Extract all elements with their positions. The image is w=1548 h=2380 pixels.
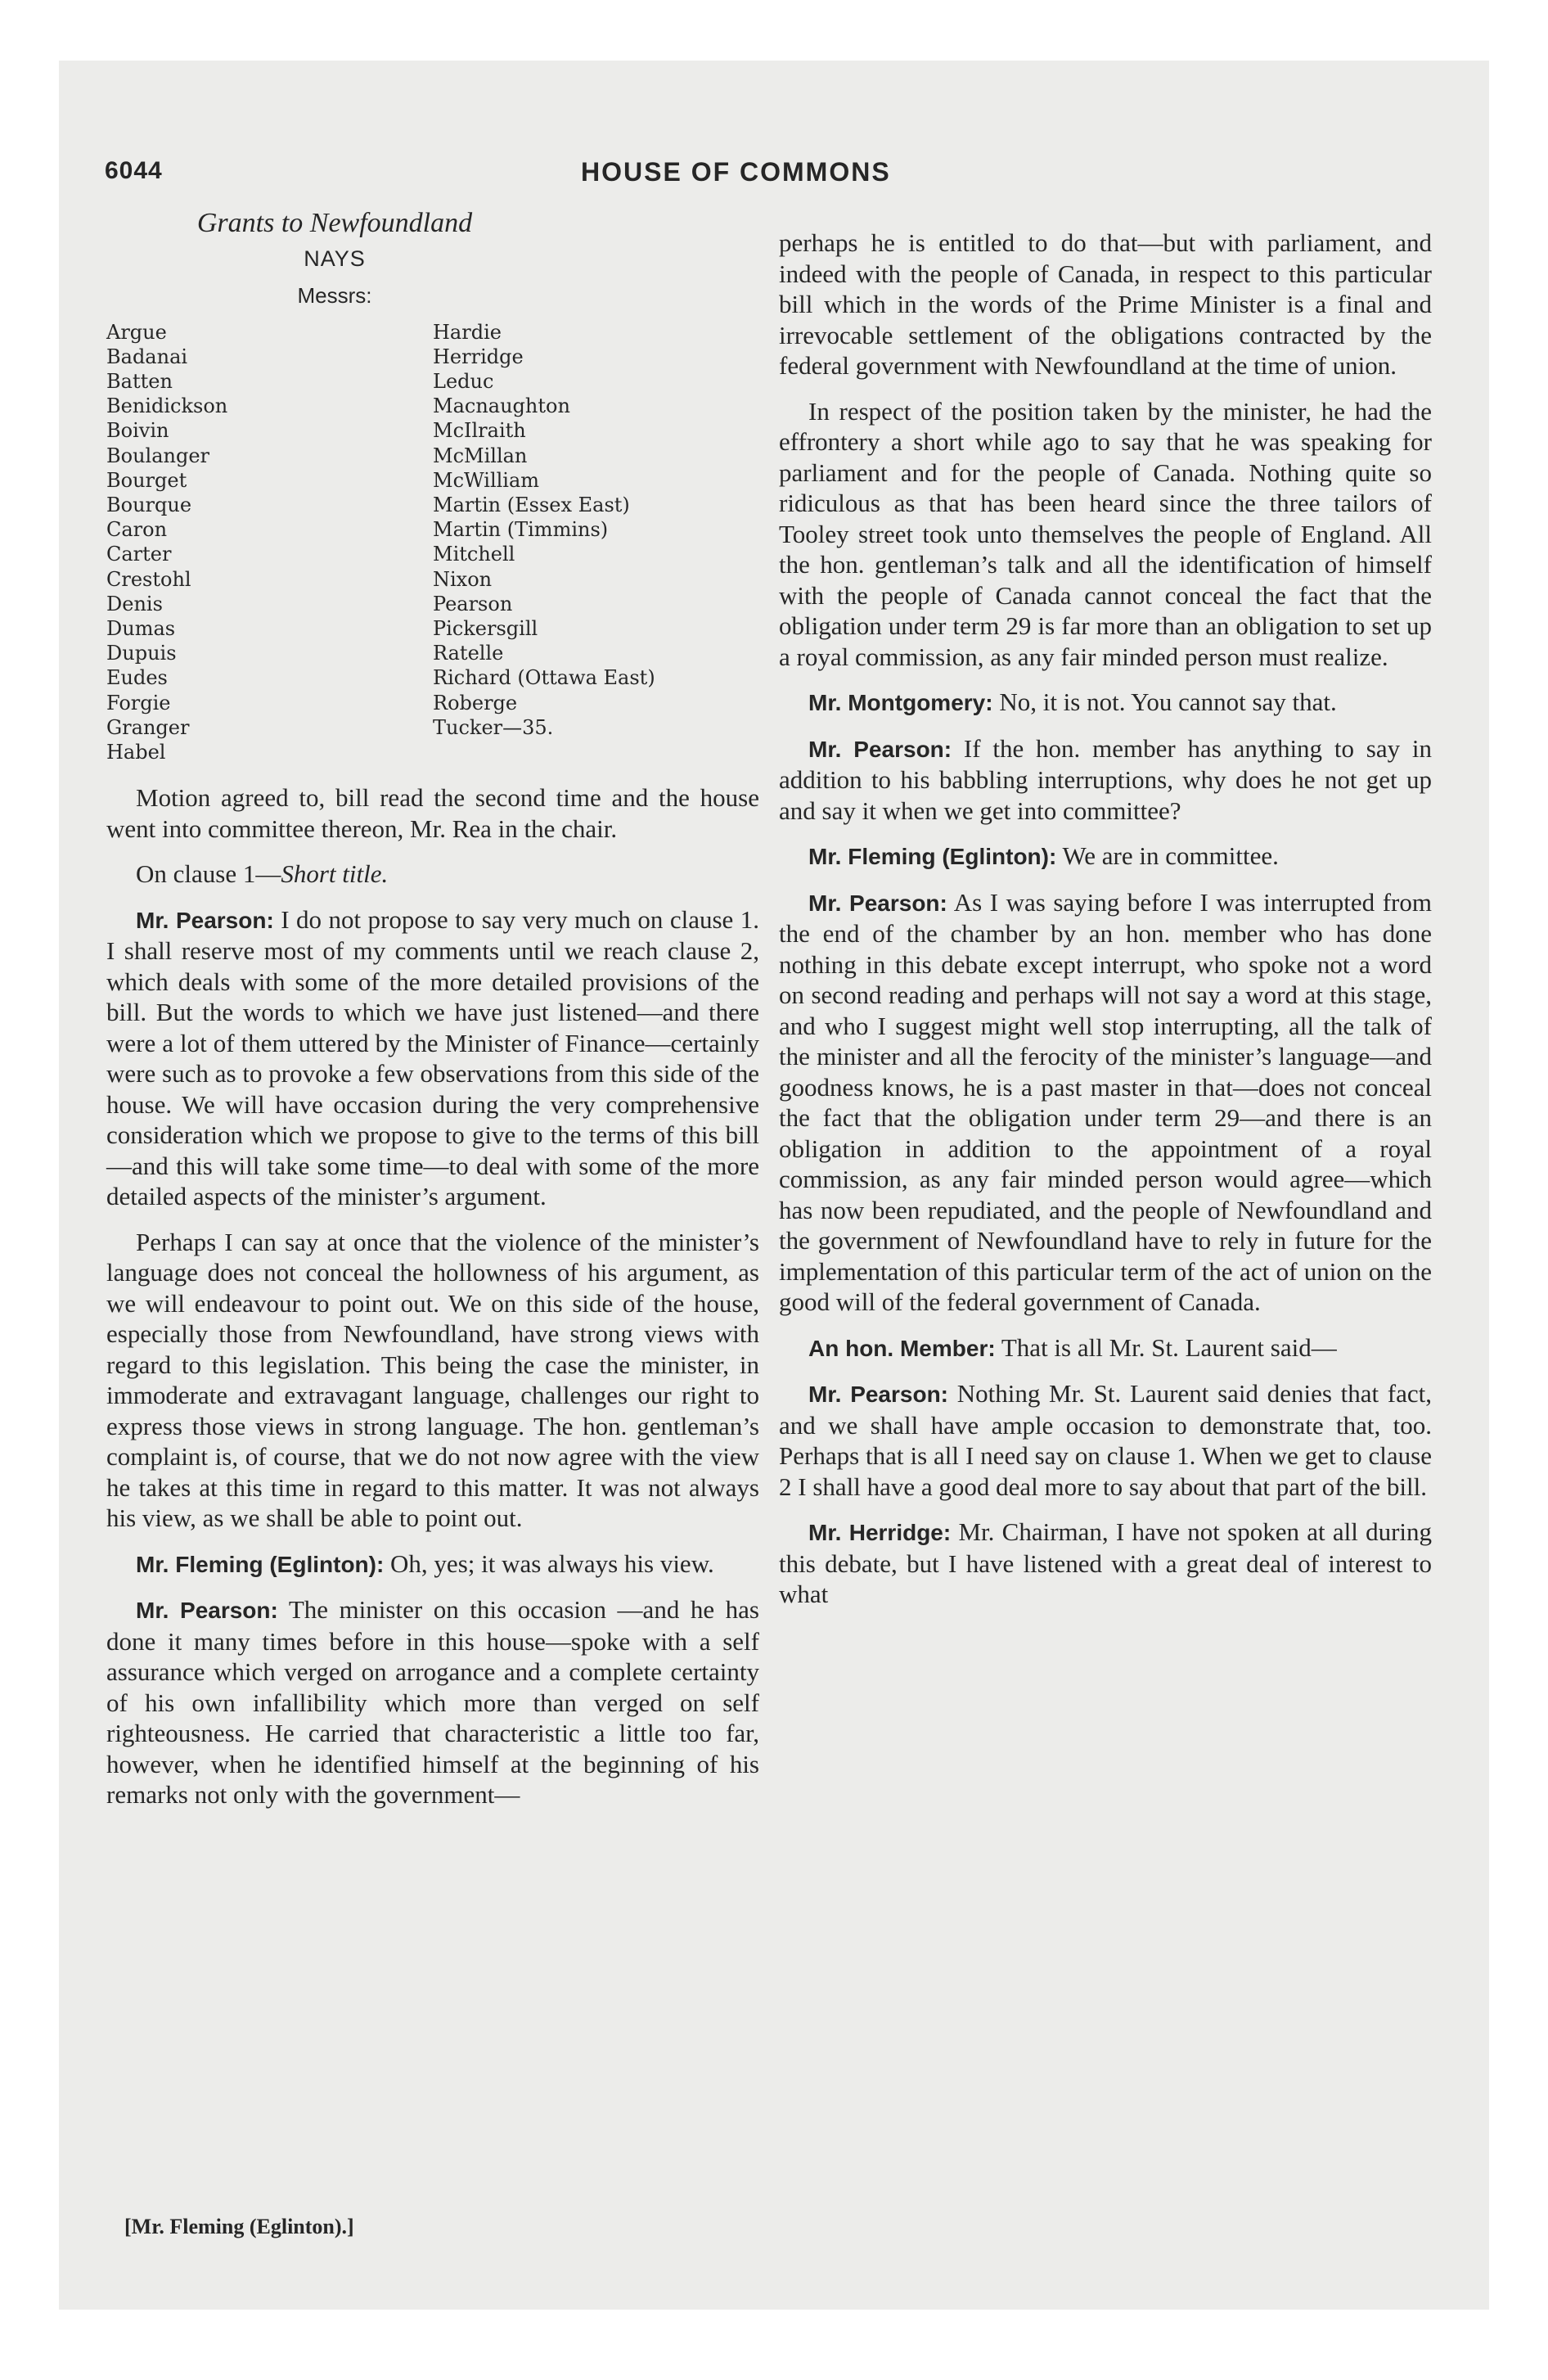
member-name: Tucker—35. [433, 715, 554, 739]
speech-text: That is all Mr. St. Laurent said— [1001, 1332, 1337, 1362]
member-name: Pickersgill [433, 616, 538, 640]
member-name: Pearson [433, 592, 513, 615]
speech-text: Oh, yes; it was always his view. [390, 1548, 714, 1578]
speech-paragraph [106, 1594, 759, 1810]
member-name: Benidickson [106, 394, 228, 418]
member-name: Hardie [433, 320, 502, 344]
page-number: 6044 [105, 157, 163, 184]
member-name: Nixon [433, 567, 493, 591]
member-name: Macnaughton [433, 394, 570, 418]
speech-text: Nothing Mr. St. Laurent said denies that fact, and we shall have ample occasion to demonstrate that, too. Perhaps that is all I need say on clause 1. When we get to clause 2 I shall have a good deal more to say about that part of the bill. [779, 1379, 1432, 1501]
member-name: Bourque [106, 493, 192, 516]
speech-paragraph [779, 1517, 1432, 1610]
speech-paragraph [106, 1548, 759, 1580]
section-title: Grants to Newfoundland [196, 208, 473, 238]
speech-text: As I was saying before I was interrupted from the end of the chamber by an hon. member who has done nothing in this debate except interrupt, who spoke not a word on second reading and perhaps will not say a word at this stage, and who I suggest might well stop interrupting, all the talk of the minister and all the ferocity of the minister’s language—and goodness knows, he is a past master in that—does not conceal the fact that the obligation under term 29—and there is an obligation in addition to the appointment of a royal commission, as any fair minded person would agree—which has now been repudiated, and the people of Newfoundland and the government of Newfoundland have to rely in future for the implementation of this particular term of the act of union on the good will of the federal government of Canada. [779, 887, 1432, 1316]
member-name: Granger [106, 715, 190, 739]
member-name: McMillan [433, 444, 528, 467]
page-header-title: HOUSE OF COMMONS [581, 157, 891, 187]
member-name: Dumas [106, 616, 176, 640]
speaker-name: Mr. Fleming (Eglinton): [808, 844, 1057, 869]
member-name: Martin (Timmins) [433, 518, 609, 542]
speech-text: I do not propose to say very much on clause 1. I shall reserve most of my comments until we reach clause 2, which deals with some of the more detailed provisions of the bill. But the words to which we have just listened—and there were a lot of them uttered by the Minister of Finance—certainly were such as to provoke a few observations from this side of the house. We will have occasion during the very comprehensive consideration which we propose to give to the terms of this bill—and this will take some time—to deal with some of the more detailed aspects of the minister’s argument. [106, 904, 759, 1211]
clause-lead: On clause 1— [136, 859, 281, 889]
speech-text: Mr. Chairman, I have not spoken at all during this debate, but I have listened with a great deal of interest to what [779, 1517, 1433, 1608]
member-name: Caron [106, 518, 168, 542]
member-name: Leduc [433, 369, 494, 393]
member-name: Habel [106, 740, 166, 764]
speech-paragraph [106, 904, 759, 1212]
speaker-name: Mr. Pearson: [808, 890, 947, 916]
member-name: Carter [106, 543, 172, 566]
speech-paragraph [779, 1332, 1432, 1364]
member-name: Batten [106, 369, 173, 393]
speaker-name: Mr. Montgomery: [808, 690, 993, 715]
member-name: McWilliam [433, 468, 540, 492]
speech-text: The minister on this occasion —and he has done it many times before in this house—spoke with a self assurance which verged on arrogance and a complete certainty of his own infallibility which more than verged on self righteousness. He carried that characteristic a little too far, however, when he identified himself at the beginning of his remarks not only with the government— [106, 1595, 759, 1810]
member-name: Mitchell [433, 543, 515, 566]
speech-text: We are in committee. [1062, 841, 1279, 870]
member-name: Eudes [106, 666, 168, 690]
speech-text: If the hon. member has anything to say in addition to his babbling interruptions, why does he not get up and say it when we get into committee? [779, 733, 1433, 825]
speech-text: No, it is not. You cannot say that. [999, 687, 1337, 716]
speaker-attribution-footer: [Mr. Fleming (Eglinton).] [124, 2215, 354, 2238]
names-column-1 [106, 320, 433, 765]
member-name: Martin (Essex East) [433, 493, 630, 516]
member-name: Boivin [106, 419, 169, 443]
speech-paragraph [779, 1378, 1432, 1502]
speaker-name: Mr. Pearson: [136, 1598, 278, 1624]
speaker-name: An hon. Member: [808, 1335, 996, 1361]
clause-heading [106, 859, 759, 890]
right-column [779, 228, 1432, 1625]
member-name: Roberge [433, 691, 518, 714]
speaker-name: Mr. Pearson: [808, 1382, 949, 1407]
division-name-list [106, 320, 759, 765]
member-name: Badanai [106, 345, 188, 368]
member-name: Crestohl [106, 567, 191, 591]
motion-paragraph: Motion agreed to, bill read the second time and the house went into committee thereon, Mr. Rea in the chair. [106, 783, 759, 843]
speech-paragraph: In respect of the position taken by the minister, he had the effrontery a short while ago to say that he was speaking for parliament and for the people of Canada. Nothing quite so ridiculous as that has been heard since the three tailors of Tooley street took unto themselves the people of England. All the hon. gentleman’s talk and all the identification of himself with the people of Canada cannot conceal the fact that the obligation under term 29 is far more than an obligation to set up a royal commission, as any fair minded person must realize. [779, 396, 1432, 671]
speaker-name: Mr. Pearson: [136, 907, 274, 933]
division-heading: NAYS [304, 246, 366, 271]
member-name: Denis [106, 592, 163, 615]
speech-paragraph [779, 733, 1432, 827]
member-name: McIlraith [433, 419, 526, 443]
speech-paragraph [779, 687, 1432, 719]
messrs-label: Messrs: [297, 283, 372, 308]
left-column [106, 208, 759, 1825]
member-name: Dupuis [106, 642, 177, 665]
member-name: Boulanger [106, 444, 210, 467]
speaker-name: Mr. Pearson: [808, 736, 952, 762]
speaker-name: Mr. Fleming (Eglinton): [136, 1551, 385, 1577]
member-name: Ratelle [433, 642, 504, 665]
speaker-name: Mr. Herridge: [808, 1520, 952, 1545]
speech-paragraph [779, 841, 1432, 872]
member-name: Forgie [106, 691, 171, 714]
member-name: Bourget [106, 468, 187, 492]
member-name: Argue [106, 320, 167, 344]
speech-paragraph: perhaps he is entitled to do that—but with parliament, and indeed with the people of Canada, in respect to this particular bill which in the words of the Prime Minister is a final and irrevocable settlement of the obligations contracted by the federal government with Newfoundland at the time of union. [779, 228, 1432, 380]
speech-paragraph [779, 887, 1432, 1318]
member-name: Richard (Ottawa East) [433, 666, 655, 690]
member-name: Herridge [433, 345, 524, 368]
clause-title: Short title. [281, 859, 389, 889]
names-column-2 [433, 320, 655, 765]
speech-paragraph: Perhaps I can say at once that the violence of the minister’s language does not conceal the hollowness of his argument, as we will endeavour to point out. We on this side of the house, especially those from Newfoundland, have strong views with regard to this legislation. This being the case the minister, in immoderate and extravagant language, challenges our right to express those views in strong language. The hon. gentleman’s complaint is, of course, that we do not now agree with the view he takes at this time in regard to this matter. It was not always his view, as we shall be able to point out. [106, 1227, 759, 1533]
